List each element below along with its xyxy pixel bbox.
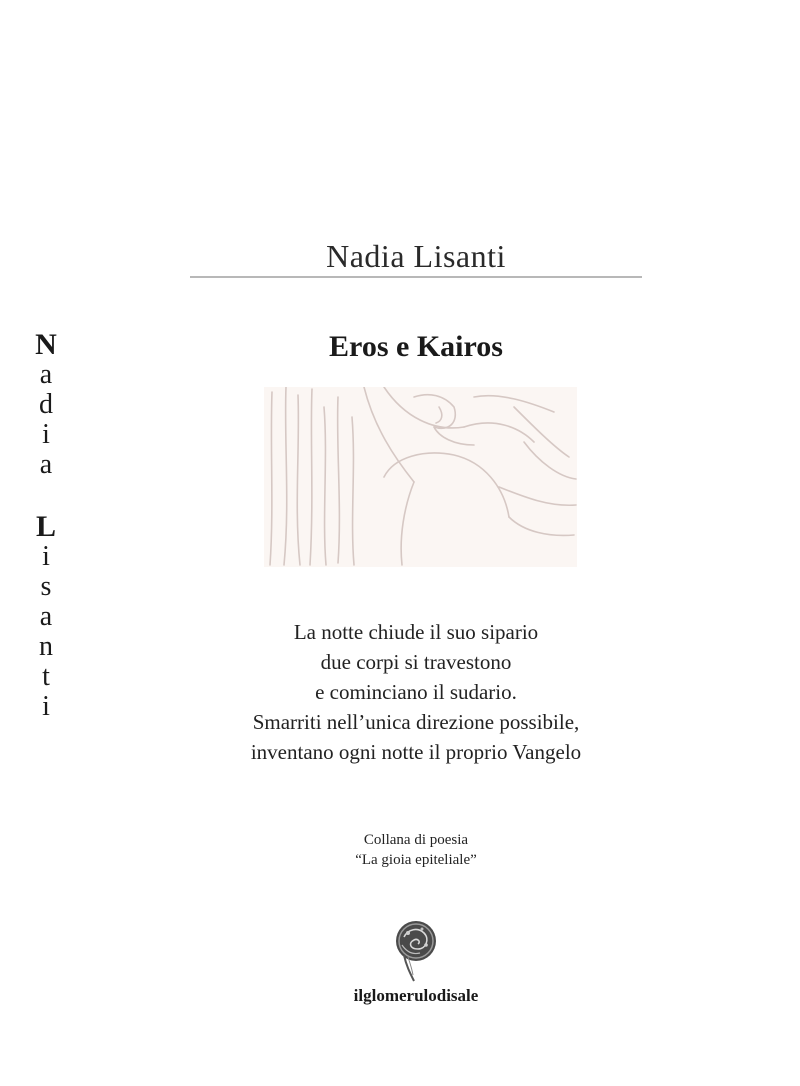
poem-line: Smarriti nell’unica direzione possibile, (252, 710, 580, 734)
spine-letter: i (42, 419, 50, 450)
author-name: Nadia Lisanti (326, 238, 506, 274)
spine-letter: a (39, 601, 53, 632)
spine-letter: t (42, 661, 50, 692)
author-divider (190, 276, 642, 278)
poem-line: due corpi si travestono (320, 650, 512, 674)
spine-author-name (26, 330, 66, 722)
poem-line: La notte chiude il suo sipario (293, 620, 539, 644)
spine-letter: n (39, 631, 53, 662)
line-drawing-figure-icon (264, 387, 577, 567)
poem-line: inventano ogni notte il proprio Vangelo (250, 740, 582, 764)
series-info (190, 830, 642, 870)
spine-letter: s (40, 571, 52, 602)
spine-letter: i (42, 691, 50, 722)
series-name: “La gioia epiteliale” (355, 852, 477, 868)
spine-letter: L (35, 510, 56, 543)
poem-line: e cominciano il sudario. (315, 680, 517, 704)
glomerulus-logo-icon (386, 915, 446, 983)
poem-excerpt (150, 617, 682, 767)
spine-letter: a (39, 449, 53, 480)
publisher-logo (386, 915, 446, 983)
publisher-name: ilglomerulodisale (353, 986, 479, 1005)
cover-illustration (264, 387, 577, 567)
spine-letter: i (42, 541, 50, 572)
spine-letter: N (35, 328, 57, 361)
spine-letter: a (39, 359, 53, 390)
spine-letter: d (39, 389, 53, 420)
book-title: Eros e Kairos (329, 330, 503, 363)
series-label: Collana di poesia (363, 832, 469, 848)
